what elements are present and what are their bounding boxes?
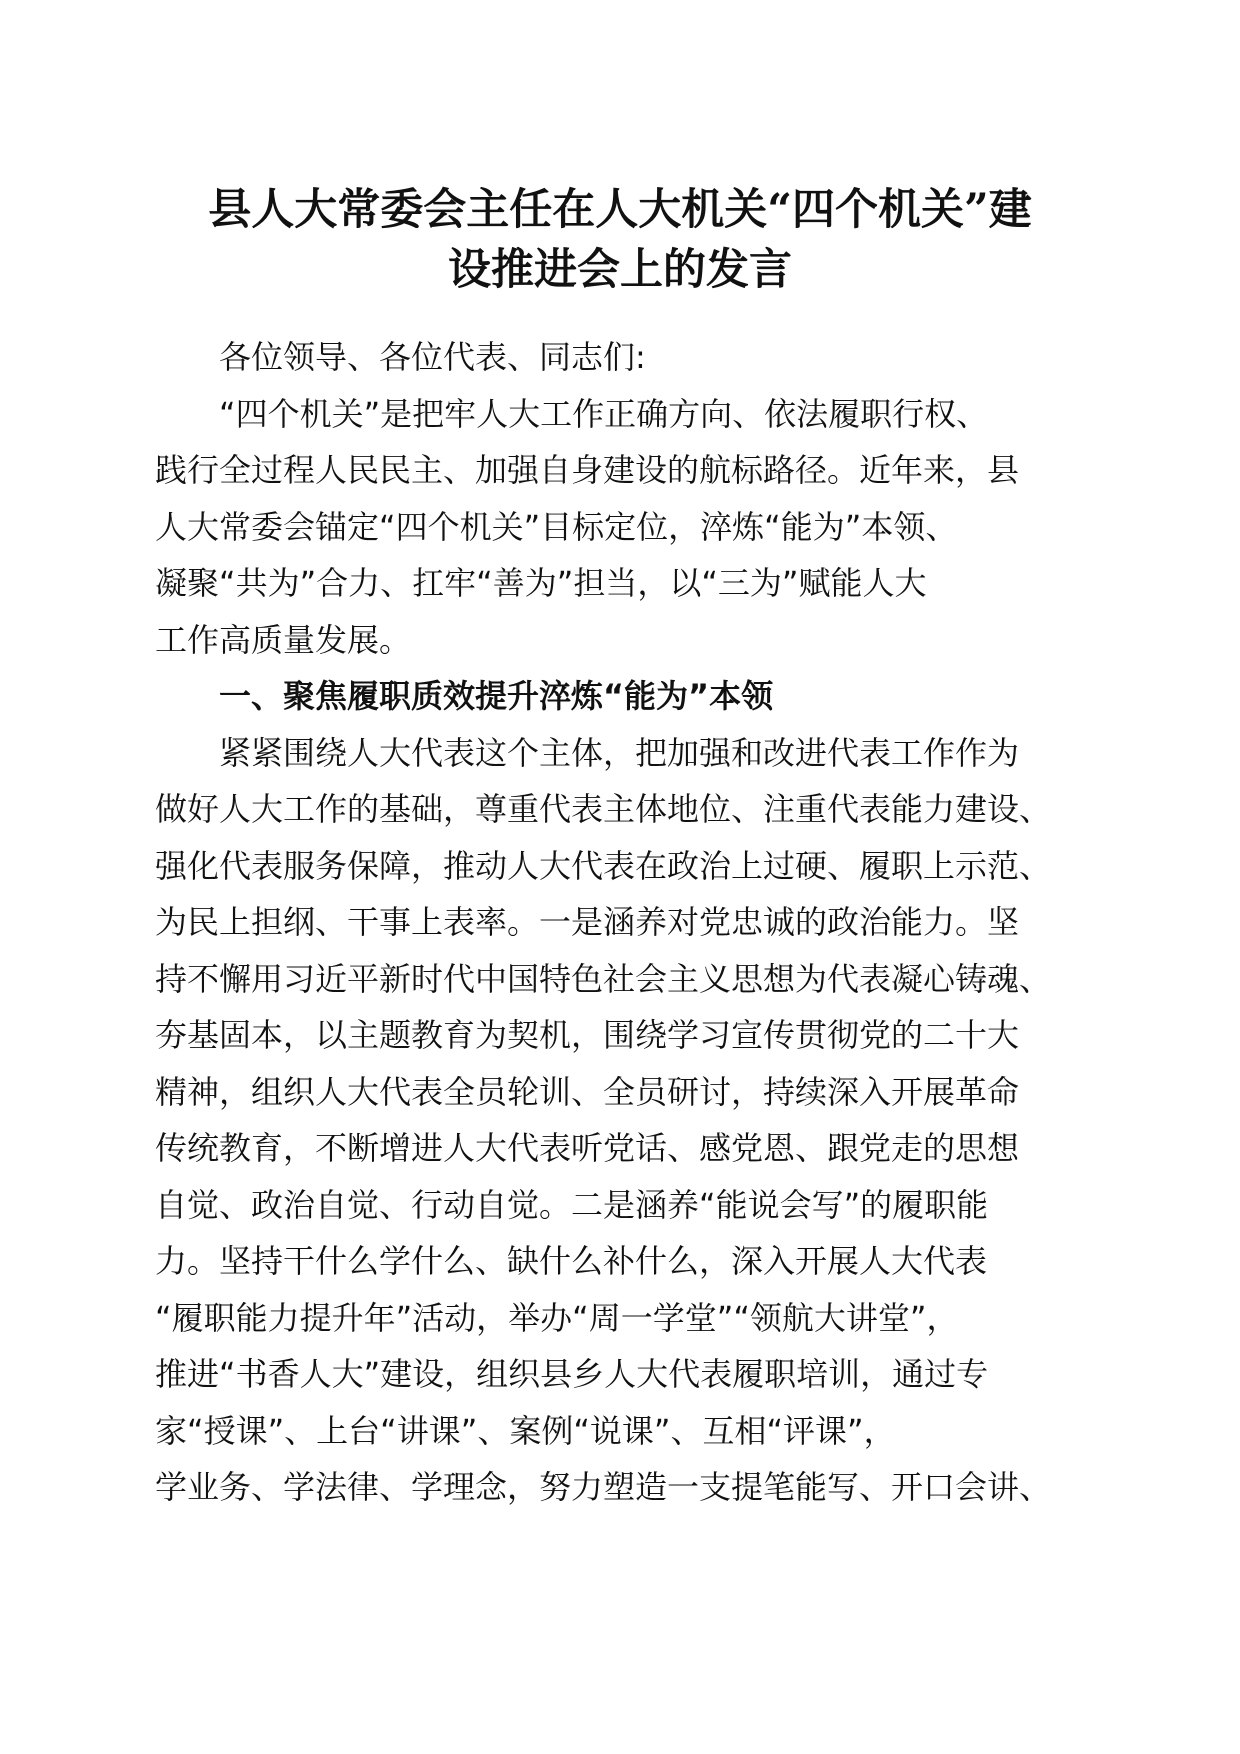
section1-line-14: 学业务、学法律、学理念，努力塑造一支提笔能写、开口会讲、: [155, 1468, 1052, 1506]
section1-line-3: 强化代表服务保障，推动人大代表在政治上过硬、履职上示范、: [155, 846, 1052, 885]
section1-line-13: 家“授课”、上台“讲课”、案例“说课”、互相“评课”，: [155, 1411, 896, 1450]
greeting: 各位领导、各位代表、同志们:: [219, 338, 646, 376]
intro-line-2: 践行全过程人民民主、加强自身建设的航标路径。近年来，县: [155, 451, 1020, 489]
section1-line-8: 传统教育，不断增进人大代表听党话、感党恩、跟党走的思想: [155, 1129, 1020, 1167]
section1-line-9: 自觉、政治自觉、行动自觉。二是涵养“能说会写”的履职能: [155, 1185, 989, 1224]
section1-line-4: 为民上担纲、干事上表率。一是涵养对党忠诚的政治能力。坚: [155, 903, 1020, 941]
section-heading-1: 一、聚焦履职质效提升淬炼“能为”本领: [219, 677, 774, 715]
section1-line-2: 做好人大工作的基础，尊重代表主体地位、注重代表能力建设、: [155, 790, 1052, 828]
intro-line-1: “四个机关”是把牢人大工作正确方向、依法履职行权、: [219, 394, 989, 433]
intro-line-5: 工作高质量发展。: [155, 620, 412, 659]
document-title: [150, 180, 1090, 300]
section1-line-12: 推进“书香人大”建设，组织县乡人大代表履职培训，通过专: [155, 1355, 989, 1393]
section1-line-7: 精神，组织人大代表全员轮训、全员研讨，持续深入开展革命: [155, 1072, 1020, 1111]
section1-line-6: 夯基固本，以主题教育为契机，围绕学习宣传贯彻党的二十大: [155, 1016, 1020, 1054]
intro-line-4: 凝聚“共为”合力、扛牢“善为”担当，以“三为”赋能人大: [155, 564, 927, 602]
title-line-1: 县人大常委会主任在人大机关“四个机关”建: [208, 185, 1032, 235]
document-body: [155, 329, 1085, 1516]
section1-line-5: 持不懈用习近平新时代中国特色社会主义思想为代表凝心铸魂、: [155, 959, 1052, 998]
section1-line-10: 力。坚持干什么学什么、缺什么补什么，深入开展人大代表: [155, 1242, 988, 1280]
section1-line-1: 紧紧围绕人大代表这个主体，把加强和改进代表工作作为: [219, 733, 1020, 772]
section1-line-11: “履职能力提升年”活动，举办“周一学堂”“领航大讲堂”，: [155, 1298, 959, 1337]
title-line-2: 设推进会上的发言: [448, 245, 792, 295]
intro-line-3: 人大常委会锚定“四个机关”目标定位，淬炼“能为”本领、: [155, 507, 958, 546]
